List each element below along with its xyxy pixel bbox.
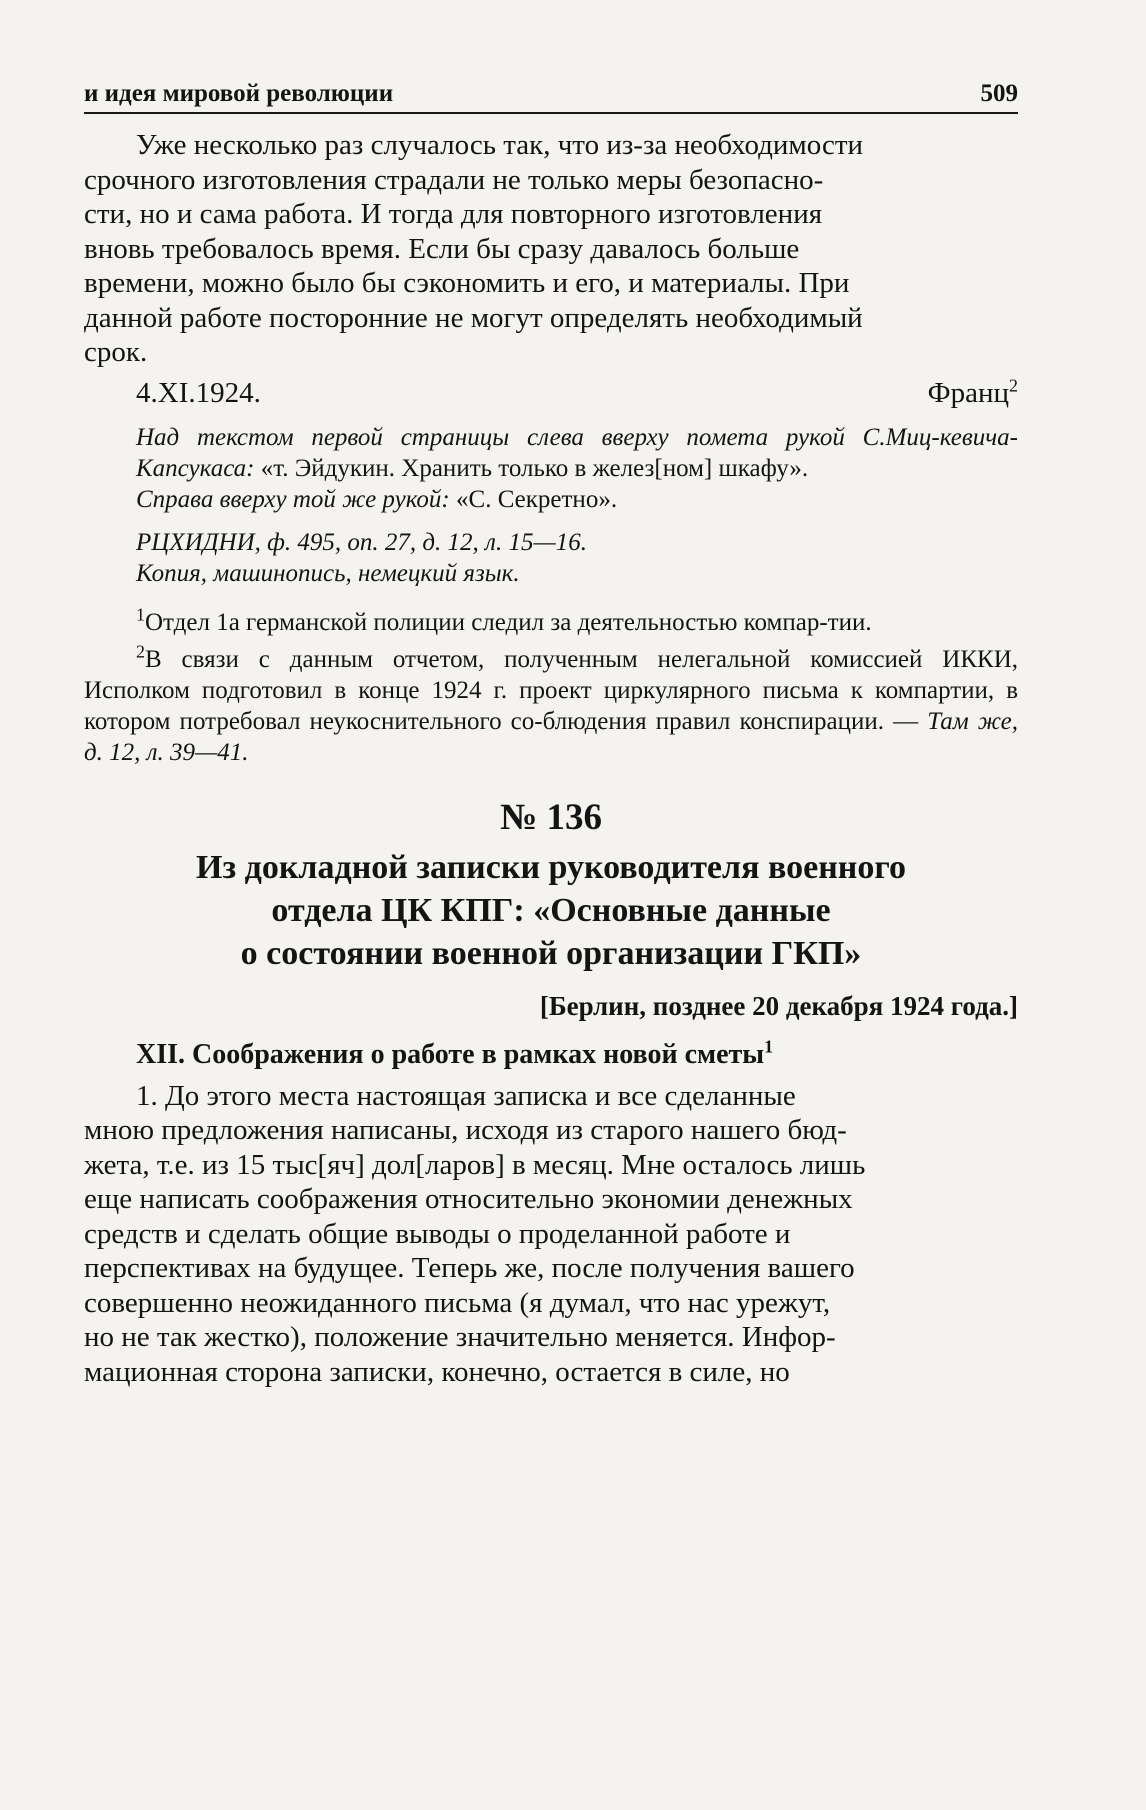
running-title: и идея мировой революции (84, 80, 394, 107)
text-line: жета, т.е. из 15 тыс[яч] дол[ларов] в месяц. Мне осталось лишь (84, 1148, 866, 1181)
text-line: вновь требовалось время. Если бы сразу давалось больше (84, 232, 800, 265)
signature-date: 4.XI.1924. (136, 376, 261, 409)
title-line: Из докладной записки руководителя военного (196, 848, 906, 886)
text-line: сти, но и сама работа. И тогда для повторного изготовления (84, 198, 823, 230)
running-header (84, 78, 1018, 114)
body-paragraph (84, 1079, 1018, 1390)
text-line: Уже несколько раз случалось так, что из-за необходимости (136, 129, 864, 161)
text-line: перспективах на будущее. Теперь же, после получения вашего (84, 1252, 855, 1284)
document-title (84, 846, 1018, 975)
text-line: срок. (84, 336, 148, 368)
page-number: 509 (980, 80, 1018, 107)
text-line: мационная сторона записки, конечно, остается в силе, но (84, 1355, 790, 1388)
text-line: но не так жестко), положение значительно меняется. Инфор- (84, 1321, 836, 1353)
signature-name: Франц$^2$ (927, 374, 1018, 409)
title-line: отдела ЦК КПГ: «Основные данные (271, 891, 831, 929)
footnote-mark: 2 (1009, 374, 1018, 395)
archival-notes (84, 422, 1018, 589)
intro-paragraph (84, 128, 1018, 370)
text-line: времени, можно было бы сэкономить и его, и материалы. При (84, 267, 850, 299)
page (84, 78, 1018, 1389)
text-line: средств и сделать общие выводы о проделанной работе и (84, 1217, 791, 1250)
archival-copy: Копия, машинопись, немецкий язык. (136, 559, 520, 587)
archival-source: РЦХИДНИ, ф. 495, оп. 27, д. 12, л. 15—16. (136, 528, 587, 556)
document-date: [Берлин, позднее 20 декабря 1924 года.] (539, 990, 1018, 1021)
footnote-mark: 1 (764, 1036, 774, 1057)
text-line: мною предложения написаны, исходя из старого нашего бюд- (84, 1114, 847, 1146)
text-line: 1. До этого места настоящая записка и все сделанные (136, 1079, 796, 1112)
footnotes (84, 604, 1018, 768)
text-line: срочного изготовления страдали не только меры безопасно- (84, 163, 824, 196)
text-line: еще написать соображения относительно экономии денежных (84, 1183, 853, 1215)
archival-note: Над текстом первой страницы слева вверху помета рукой С.Миц-кевича-Капсукаса: «т. Эйдукин. Хранить только в желез[ном] шкафу». (136, 423, 1018, 482)
archival-note: Справа вверху той же рукой: «С. Секретно». (136, 485, 618, 513)
signature-line (84, 376, 1018, 410)
title-line: о состоянии военной организации ГКП» (240, 934, 862, 972)
section-heading: XII. Соображения о работе в рамках новой сметы$^1$ (136, 1036, 774, 1070)
footnote: $^2$В связи с данным отчетом, полученным нелегальной комиссией ИККИ, Исполком подготовил в конце 1924 г. проект циркулярного письма к компартии, в котором потребовал неукоснительного со-блюдения правил конспирации. — Там же, д. 12, л. 39—41. (84, 641, 1018, 766)
text-line: данной работе посторонние не могут определять необходимый (84, 301, 863, 334)
text-line: совершенно неожиданного письма (я думал, что нас урежут, (84, 1286, 831, 1319)
document-number: № 136 (500, 796, 602, 838)
footnote: $^1$Отдел 1а германской полиции следил за деятельностью компар-тии. (136, 604, 872, 636)
